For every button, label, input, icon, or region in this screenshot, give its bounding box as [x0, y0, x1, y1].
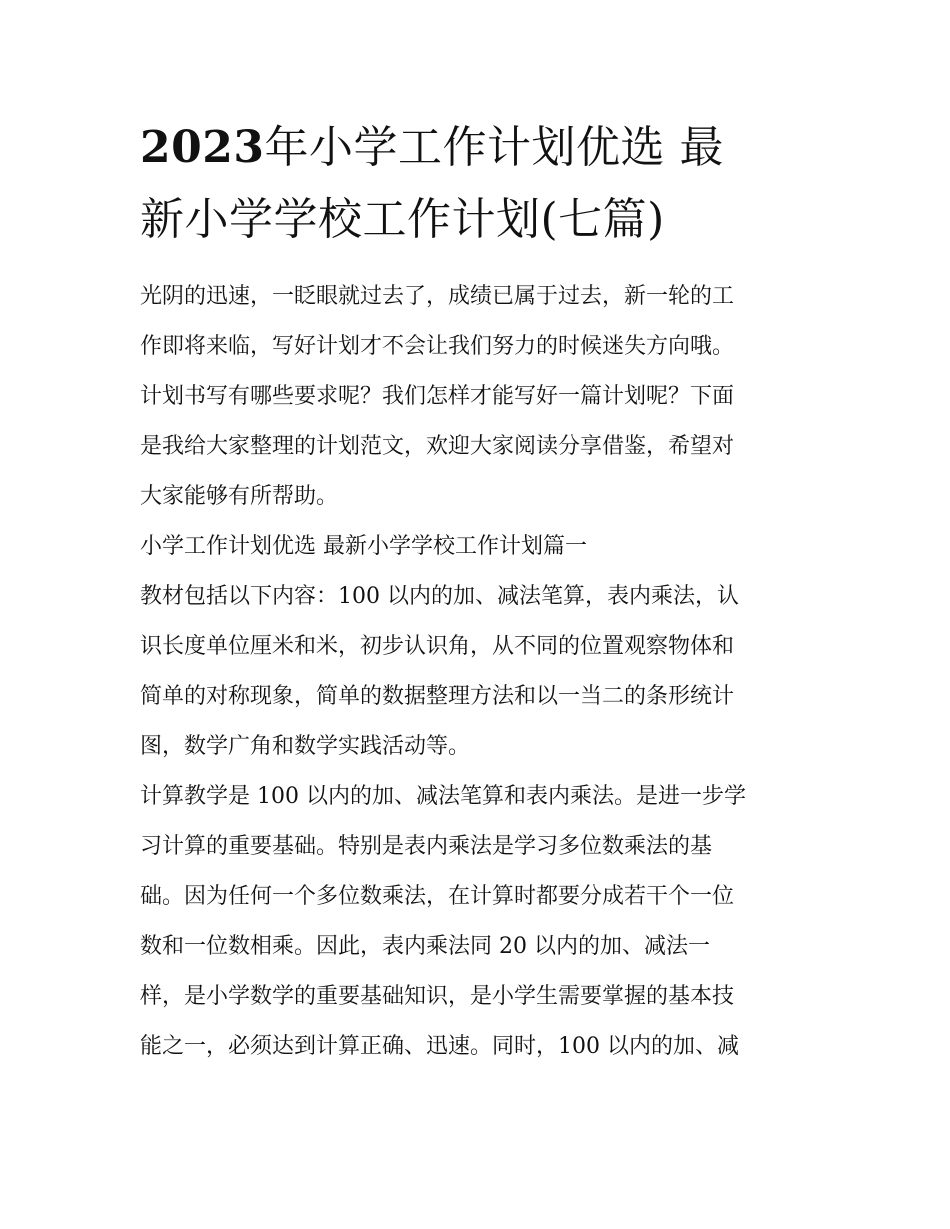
title-text: 年小学工作计划优选 最	[264, 122, 724, 173]
section-heading	[140, 522, 812, 572]
intro-paragraph	[140, 272, 812, 522]
document-body	[140, 272, 812, 1072]
document-title	[140, 112, 812, 256]
title-line-1	[140, 112, 812, 184]
document-page	[140, 112, 812, 1072]
text-line: 简单的对称现象，简单的数据整理方法和以一当二的条形统计	[140, 684, 735, 709]
text-line: 识长度单位厘米和米，初步认识角，从不同的位置观察物体和	[140, 634, 735, 659]
text-line: 光阴的迅速，一眨眼就过去了，成绩已属于过去，新一轮的工	[140, 284, 735, 309]
text-line: 样，是小学数学的重要基础知识，是小学生需要掌握的基本技	[140, 984, 735, 1009]
content-paragraph	[140, 772, 812, 1072]
text-line: 数和一位数相乘。因此，表内乘法同 20 以内的加、减法一	[140, 934, 710, 959]
title-line-2	[140, 184, 812, 256]
text-line: 图，数学广角和数学实践活动等。	[140, 734, 471, 759]
content-paragraph	[140, 572, 812, 772]
text-line: 计算教学是 100 以内的加、减法笔算和表内乘法。是进一步学	[140, 784, 746, 809]
text-line: 础。因为任何一个多位数乘法，在计算时都要分成若干个一位	[140, 884, 735, 909]
text-line: 作即将来临，写好计划才不会让我们努力的时候迷失方向哦。	[140, 334, 735, 359]
text-line: 教材包括以下内容：100 以内的加、减法笔算，表内乘法，认	[140, 584, 739, 609]
title-text: 新小学学校工作计划(七篇)	[140, 194, 665, 245]
text-line: 大家能够有所帮助。	[140, 484, 339, 509]
text-line: 习计算的重要基础。特别是表内乘法是学习多位数乘法的基	[140, 834, 713, 859]
text-line: 计划书写有哪些要求呢？我们怎样才能写好一篇计划呢？下面	[140, 384, 735, 409]
text-line: 能之一，必须达到计算正确、迅速。同时，100 以内的加、减	[140, 1034, 739, 1059]
title-year: 2023	[140, 122, 265, 173]
text-line: 小学工作计划优选 最新小学学校工作计划篇一	[140, 534, 587, 559]
text-line: 是我给大家整理的计划范文，欢迎大家阅读分享借鉴，希望对	[140, 434, 735, 459]
